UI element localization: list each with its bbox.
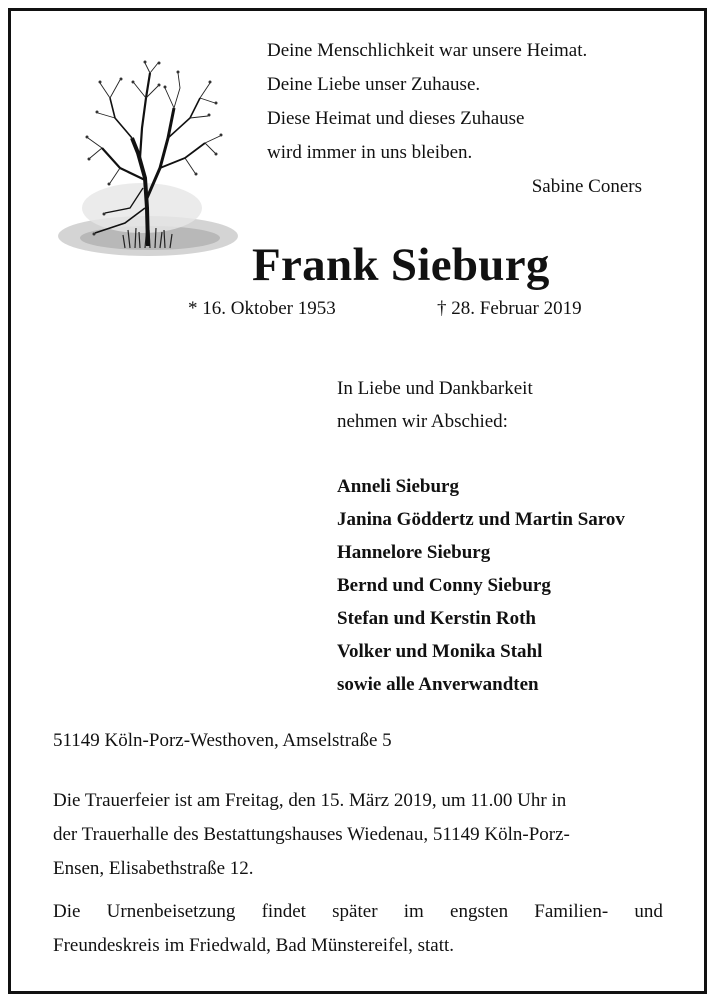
birth-date: * 16. Oktober 1953 (188, 298, 336, 319)
mourner-name: Hannelore Sieburg (337, 542, 491, 563)
ceremony-line: Ensen, Elisabethstraße 12. (53, 858, 254, 879)
urn-word: im (403, 901, 424, 922)
mourner-name: Bernd und Conny Sieburg (337, 575, 551, 596)
bare-tree-illustration (50, 58, 250, 258)
mourner-name: Stefan und Kerstin Roth (337, 608, 536, 629)
urn-word: engsten (450, 901, 509, 922)
intro-line: nehmen wir Abschied: (337, 411, 508, 432)
death-date: † 28. Februar 2019 (437, 298, 582, 319)
mourner-name: sowie alle Anverwandten (337, 674, 539, 695)
urn-burial-info (53, 895, 663, 963)
poem-line: Deine Liebe unser Zuhause. (267, 74, 481, 95)
farewell-intro (337, 372, 533, 438)
urn-word: Familien- (534, 901, 609, 922)
ceremony-info (53, 784, 663, 886)
poem (267, 34, 667, 170)
mourner-name: Anneli Sieburg (337, 476, 459, 497)
ceremony-line: der Trauerhalle des Bestattungshauses Wiedenau, 51149 Köln-Porz- (53, 824, 570, 845)
urn-line: Freundeskreis im Friedwald, Bad Münstereifel, statt. (53, 935, 455, 956)
poem-line: Deine Menschlichkeit war unsere Heimat. (267, 40, 588, 61)
poem-line: wird immer in uns bleiben. (267, 142, 473, 163)
urn-word: findet (261, 901, 306, 922)
urn-word: später (332, 901, 378, 922)
mourner-name: Volker und Monika Stahl (337, 641, 543, 662)
urn-line-justified (53, 895, 663, 929)
urn-word: und (634, 901, 663, 922)
deceased-name: Frank Sieburg (252, 239, 550, 291)
intro-line: In Liebe und Dankbarkeit (337, 378, 533, 399)
poem-author: Sabine Coners (531, 176, 642, 197)
urn-word: Die (53, 901, 81, 922)
ceremony-line: Die Trauerfeier ist am Freitag, den 15. März 2019, um 11.00 Uhr in (53, 790, 567, 811)
family-address: 51149 Köln-Porz-Westhoven, Amselstraße 5 (53, 730, 392, 751)
poem-line: Diese Heimat und dieses Zuhause (267, 108, 525, 129)
urn-word: Urnenbeisetzung (106, 901, 236, 922)
mourner-name: Janina Göddertz und Martin Sarov (337, 509, 625, 530)
mourners-list (337, 470, 625, 701)
